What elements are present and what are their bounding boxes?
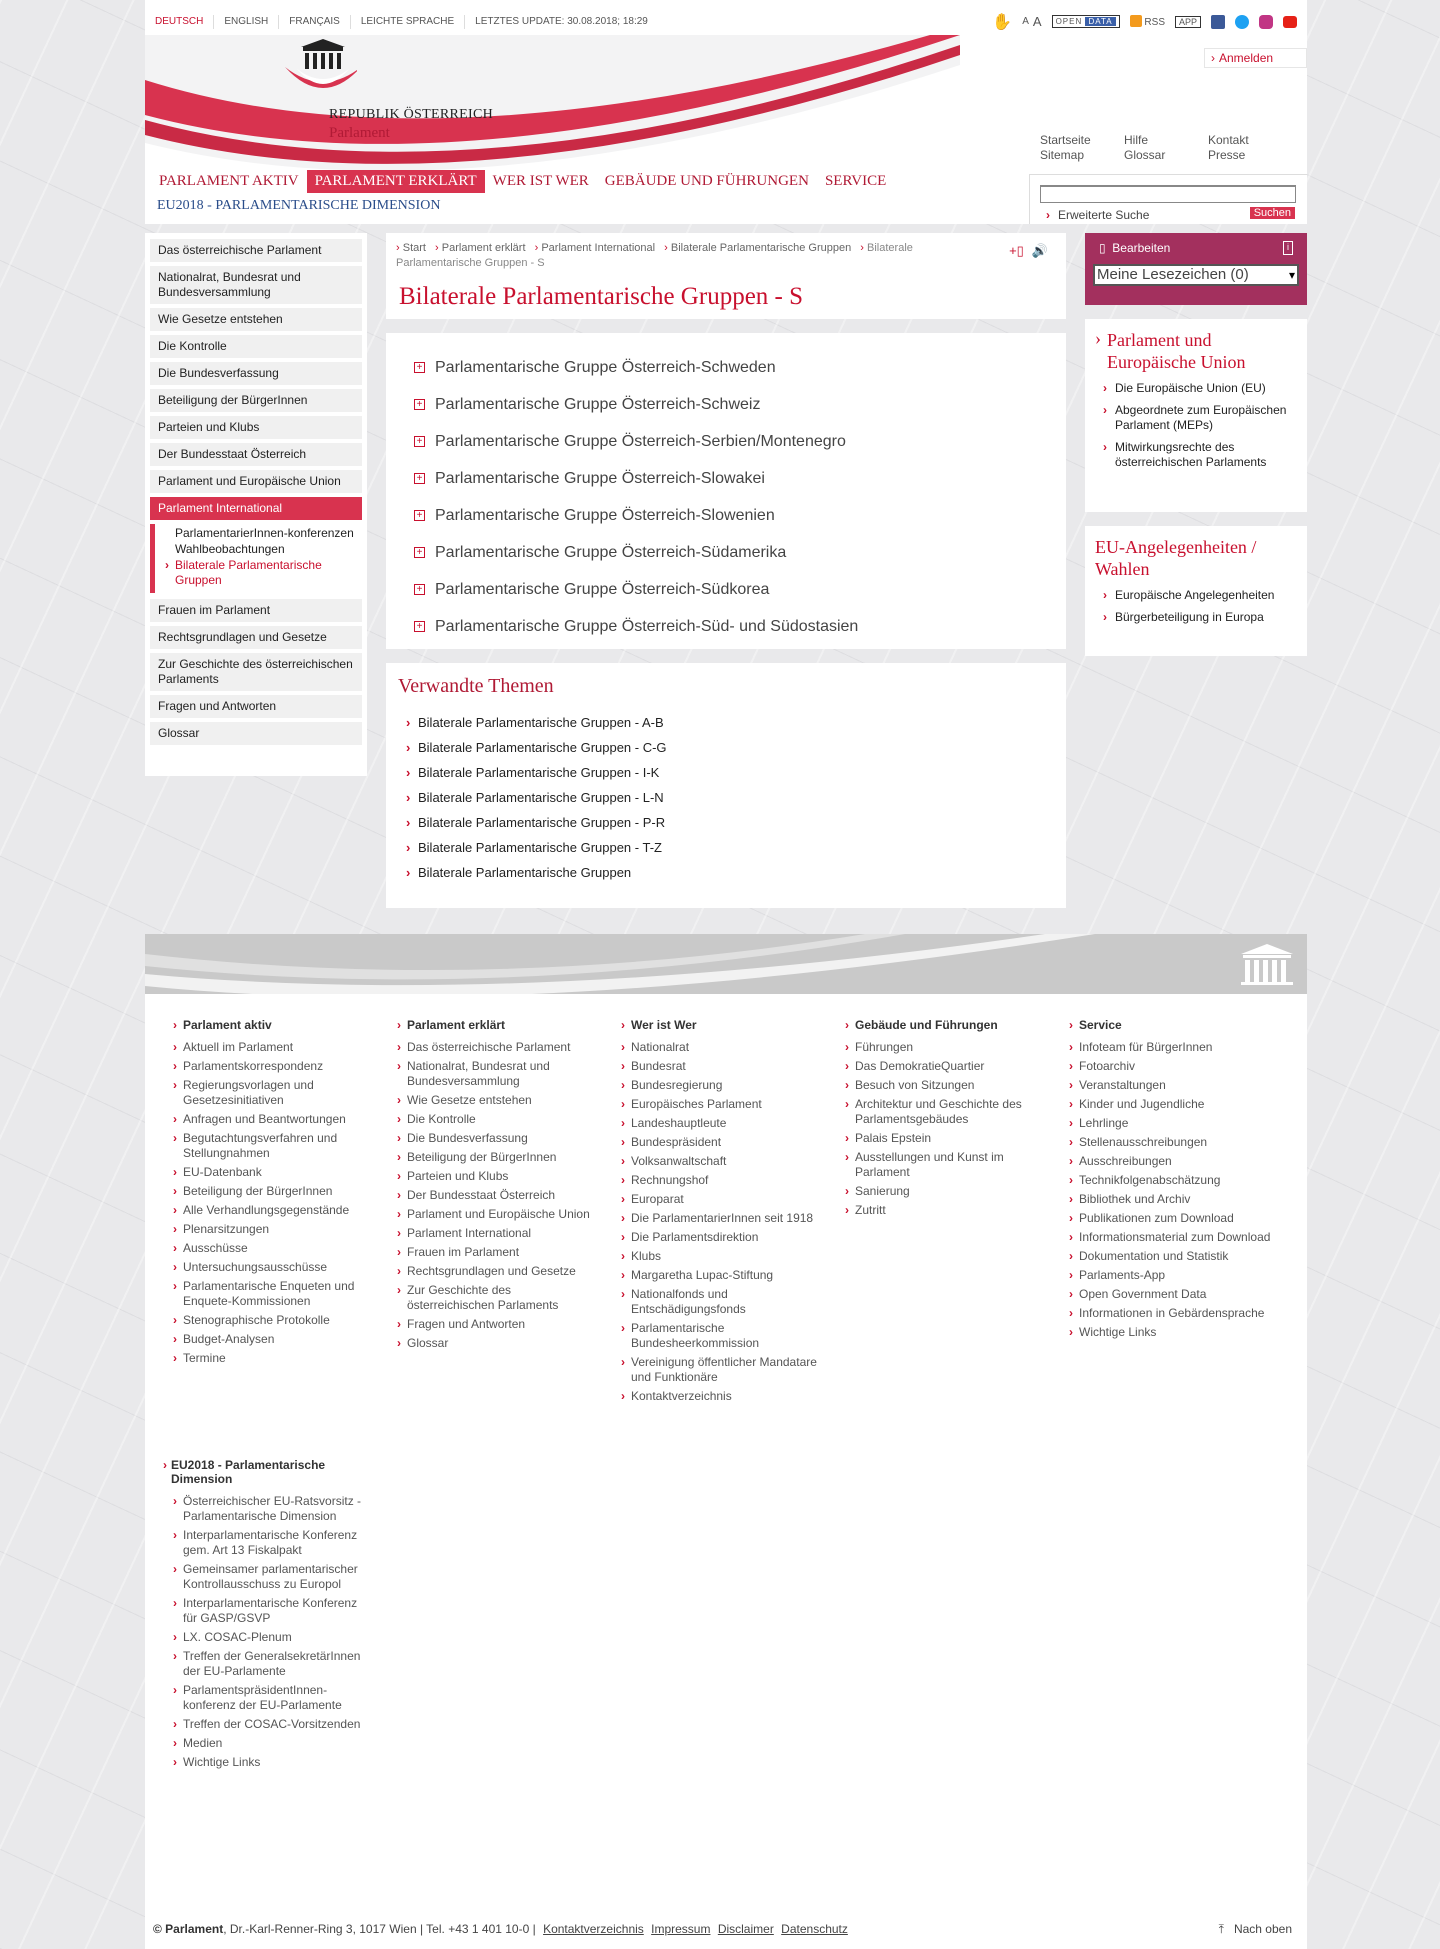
search-box xyxy=(1029,174,1307,224)
nav-gebaeude-fuehrungen[interactable]: GEBÄUDE UND FÜHRUNGEN xyxy=(604,173,809,189)
footer-link[interactable]: › Parlamentarische Enqueten und Enquete-Kommissionen xyxy=(167,1279,377,1309)
footer-column-title[interactable]: › Parlament erklärt xyxy=(391,1018,601,1032)
leftnav-sub-bilaterale-gruppen[interactable]: › Bilaterale Parlamentarische Gruppen xyxy=(175,558,362,588)
footer-column xyxy=(391,1018,615,1408)
group-label: Parlamentarische Gruppe Österreich-Schweden xyxy=(435,358,776,376)
last-update: LETZTES UPDATE: 30.08.2018; 18:29 xyxy=(475,16,648,27)
footer-copyright: © Parlament, Dr.-Karl-Renner-Ring 3, 1017 Wien | Tel. +43 1 401 10-0 | Kontaktverzeichnis Impressum Disclaimer Datenschutz xyxy=(153,1922,848,1936)
footer-link[interactable]: › Bundesregierung xyxy=(615,1078,825,1093)
footer-link[interactable]: › Kinder und Jugendliche xyxy=(1063,1097,1273,1112)
right-box-eu xyxy=(1085,319,1307,512)
footer-link-impressum[interactable]: Impressum xyxy=(651,1922,711,1936)
nav-wer-ist-wer[interactable]: WER IST WER xyxy=(492,173,589,189)
footer-eu2018 xyxy=(167,1458,367,1774)
right-box-eu-wahlen-title[interactable]: EU-Angelegenheiten / Wahlen xyxy=(1095,537,1257,579)
edit-bookmarks-link[interactable]: ▯ Bearbeiten xyxy=(1099,241,1171,255)
related-link[interactable]: › Bilaterale Parlamentarische Gruppen - C-G xyxy=(398,735,1054,760)
header xyxy=(145,35,1307,224)
header-swoosh xyxy=(145,35,960,170)
bookmark-icon: ▯ xyxy=(1099,241,1106,255)
right-box-link[interactable]: › Abgeordnete zum Europäischen Parlament (MEPs) xyxy=(1115,403,1297,433)
group-label: Parlamentarische Gruppe Österreich-Südamerika xyxy=(435,543,787,561)
footer-link[interactable]: › Veranstaltungen xyxy=(1063,1078,1273,1093)
footer-link-datenschutz[interactable]: Datenschutz xyxy=(781,1922,848,1936)
footer-link[interactable]: › Die ParlamentarierInnen seit 1918 xyxy=(615,1211,825,1226)
instagram-icon[interactable] xyxy=(1259,15,1273,29)
expand-plus-icon[interactable]: + xyxy=(414,584,425,595)
leftnav-item[interactable]: Parlament und Europäische Union xyxy=(150,470,362,493)
right-box-link[interactable]: › Die Europäische Union (EU) xyxy=(1115,381,1297,396)
footer-link[interactable]: › Rechtsgrundlagen und Gesetze xyxy=(391,1264,601,1279)
youtube-icon[interactable] xyxy=(1283,16,1297,28)
eu2018-nav[interactable]: EU2018 - PARLAMENTARISCHE DIMENSION xyxy=(157,198,441,213)
group-list xyxy=(386,333,1066,649)
related-link[interactable]: › Bilaterale Parlamentarische Gruppen - I-K xyxy=(398,760,1054,785)
quicklink-glossar[interactable]: Glossar xyxy=(1124,148,1166,162)
footer-link[interactable]: › Bibliothek und Archiv xyxy=(1063,1192,1273,1207)
footer-link[interactable]: › LX. COSAC-Plenum xyxy=(167,1630,367,1645)
footer-link-disclaimer[interactable]: Disclaimer xyxy=(717,1922,774,1936)
footer-link[interactable]: › Nationalfonds und Entschädigungsfonds xyxy=(615,1287,825,1317)
page-title: Bilaterale Parlamentarische Gruppen - S xyxy=(399,283,804,310)
footer-link[interactable]: › Sanierung xyxy=(839,1184,1049,1199)
nav-service[interactable]: SERVICE xyxy=(824,173,887,189)
footer-link[interactable]: › Wie Gesetze entstehen xyxy=(391,1093,601,1108)
footer-link[interactable]: › Das österreichische Parlament xyxy=(391,1040,601,1055)
footer-link[interactable]: › Parlament und Europäische Union xyxy=(391,1207,601,1222)
parliament-logo-icon xyxy=(277,39,357,99)
expand-plus-icon[interactable]: + xyxy=(414,510,425,521)
leftnav-item[interactable]: Die Kontrolle xyxy=(150,335,362,358)
footer-link[interactable]: › Palais Epstein xyxy=(839,1131,1049,1146)
footer-link[interactable]: › Parlaments-App xyxy=(1063,1268,1273,1283)
footer-link[interactable]: › Open Government Data xyxy=(1063,1287,1273,1302)
footer-link[interactable]: › Ausschüsse xyxy=(167,1241,377,1256)
related-topics xyxy=(386,663,1066,908)
footer-link[interactable]: › ParlamentspräsidentInnen-konferenz der EU-Parlamente xyxy=(167,1683,367,1713)
footer-link[interactable]: › Informationen in Gebärdensprache xyxy=(1063,1306,1273,1321)
footer-link[interactable]: › Nationalrat, Bundesrat und Bundesversammlung xyxy=(391,1059,601,1089)
related-link[interactable]: › Bilaterale Parlamentarische Gruppen - A-B xyxy=(398,710,1054,735)
related-link[interactable]: › Bilaterale Parlamentarische Gruppen xyxy=(398,860,1054,885)
footer-link[interactable]: › Medien xyxy=(167,1736,367,1751)
bookmarks-box xyxy=(1085,233,1307,305)
footer-link[interactable]: › Treffen der GeneralsekretärInnen der EU-Parlamente xyxy=(167,1649,367,1679)
group-label: Parlamentarische Gruppe Österreich-Süd- und Südostasien xyxy=(435,617,859,635)
leftnav-item[interactable]: Zur Geschichte des österreichischen Parlaments xyxy=(150,653,362,691)
lang-leichte-sprache[interactable]: LEICHTE SPRACHE xyxy=(351,15,465,29)
footer-column-title[interactable]: › Wer ist Wer xyxy=(615,1018,825,1032)
footer-column xyxy=(167,1018,391,1408)
footer-link[interactable]: › Ausstellungen und Kunst im Parlament xyxy=(839,1150,1049,1180)
footer-link[interactable]: › Parteien und Klubs xyxy=(391,1169,601,1184)
leftnav-item[interactable]: Beteiligung der BürgerInnen xyxy=(150,389,362,412)
leftnav-item[interactable]: Rechtsgrundlagen und Gesetze xyxy=(150,626,362,649)
footer-link[interactable]: › Plenarsitzungen xyxy=(167,1222,377,1237)
group-label: Parlamentarische Gruppe Österreich-Slowakei xyxy=(435,469,765,487)
footer-link[interactable]: › Bundespräsident xyxy=(615,1135,825,1150)
right-box-eu-title[interactable]: › Parlament und Europäische Union xyxy=(1095,329,1297,373)
right-box-link[interactable]: › Mitwirkungsrechte des österreichischen Parlaments xyxy=(1115,440,1297,470)
footer-link[interactable]: › Glossar xyxy=(391,1336,601,1351)
expand-plus-icon[interactable]: + xyxy=(414,621,425,632)
group-item[interactable] xyxy=(414,608,1038,645)
footer-link[interactable]: › Parlamentarische Bundesheerkommission xyxy=(615,1321,825,1351)
related-link[interactable]: › Bilaterale Parlamentarische Gruppen - L-N xyxy=(398,785,1054,810)
breadcrumb-box xyxy=(386,233,1066,319)
right-box-link[interactable]: › Bürgerbeteiligung in Europa xyxy=(1115,610,1297,625)
lang-english[interactable]: ENGLISH xyxy=(214,15,279,29)
footer-link[interactable]: › Treffen der COSAC-Vorsitzenden xyxy=(167,1717,367,1732)
footer-link[interactable]: › Ausschreibungen xyxy=(1063,1154,1273,1169)
nav-parlament-aktiv[interactable]: PARLAMENT AKTIV xyxy=(159,173,299,189)
leftnav-item[interactable]: Das österreichische Parlament xyxy=(150,239,362,262)
footer-link[interactable]: › Parlamentskorrespondenz xyxy=(167,1059,377,1074)
breadcrumb-parlament-international[interactable]: › Parlament International xyxy=(535,242,655,254)
font-small-button[interactable]: A xyxy=(1022,16,1029,27)
footer-link[interactable]: › Informationsmaterial zum Download xyxy=(1063,1230,1273,1245)
rss-icon xyxy=(1130,15,1142,27)
quicklink-hilfe[interactable]: Hilfe xyxy=(1124,133,1149,147)
footer-link[interactable]: › Klubs xyxy=(615,1249,825,1264)
quick-links xyxy=(1040,133,1292,162)
footer-link[interactable]: › Zur Geschichte des österreichischen Parlaments xyxy=(391,1283,601,1313)
footer-link[interactable]: › Gemeinsamer parlamentarischer Kontrollausschuss zu Europol xyxy=(167,1562,367,1592)
footer-link[interactable]: › Termine xyxy=(167,1351,377,1366)
leftnav-item[interactable]: Glossar xyxy=(150,722,362,745)
leftnav-sub-wahlbeobachtungen[interactable]: Wahlbeobachtungen xyxy=(175,542,285,556)
footer-link[interactable]: › Dokumentation und Statistik xyxy=(1063,1249,1273,1264)
login-link[interactable]: › Anmelden xyxy=(1204,48,1307,68)
facebook-icon[interactable] xyxy=(1211,15,1225,29)
footer-link[interactable]: › Interparlamentarische Konferenz gem. Art 13 Fiskalpakt xyxy=(167,1528,367,1558)
footer-link-kontaktverzeichnis[interactable]: Kontaktverzeichnis xyxy=(543,1922,644,1936)
footer-swoosh xyxy=(145,934,1307,994)
footer-column xyxy=(839,1018,1063,1408)
arrow-up-icon: ⤒ xyxy=(1218,1922,1224,1936)
footer-columns xyxy=(167,1018,1287,1408)
nav-parlament-erklaert[interactable]: PARLAMENT ERKLÄRT xyxy=(307,170,485,193)
leftnav-item[interactable]: Fragen und Antworten xyxy=(150,695,362,718)
search-input[interactable] xyxy=(1040,185,1296,203)
breadcrumb-start[interactable]: › Start xyxy=(396,242,426,254)
footer-link[interactable]: › Fragen und Antworten xyxy=(391,1317,601,1332)
footer-link[interactable]: › Architektur und Geschichte des Parlamentsgebäudes xyxy=(839,1097,1049,1127)
footer-link[interactable]: › Der Bundesstaat Österreich xyxy=(391,1188,601,1203)
footer-link[interactable]: › Landeshauptleute xyxy=(615,1116,825,1131)
brand-parlament: Parlament xyxy=(329,125,390,141)
quicklink-kontakt[interactable]: Kontakt xyxy=(1208,133,1249,147)
footer-column xyxy=(615,1018,839,1408)
footer-link[interactable]: › Lehrlinge xyxy=(1063,1116,1273,1131)
expand-plus-icon[interactable]: + xyxy=(414,436,425,447)
related-link[interactable]: › Bilaterale Parlamentarische Gruppen - P-R xyxy=(398,810,1054,835)
expand-plus-icon[interactable]: + xyxy=(414,473,425,484)
group-item[interactable] xyxy=(414,534,1038,571)
expand-plus-icon[interactable]: + xyxy=(414,362,425,373)
related-title: Verwandte Themen xyxy=(398,675,554,697)
leftnav-item-active[interactable]: Parlament International xyxy=(150,497,362,520)
rss-link[interactable]: RSS xyxy=(1130,15,1165,28)
footer-link[interactable]: › Alle Verhandlungsgegenstände xyxy=(167,1203,377,1218)
footer-parliament-icon xyxy=(1239,942,1295,986)
footer-link[interactable]: › Zutritt xyxy=(839,1203,1049,1218)
related-link[interactable]: › Bilaterale Parlamentarische Gruppen - T-Z xyxy=(398,835,1054,860)
group-label: Parlamentarische Gruppe Österreich-Südkorea xyxy=(435,580,770,598)
footer-link[interactable]: › Technikfolgenabschätzung xyxy=(1063,1173,1273,1188)
footer-link[interactable]: › Beteiligung der BürgerInnen xyxy=(167,1184,377,1199)
footer-column-title[interactable]: › Service xyxy=(1063,1018,1273,1032)
footer-link[interactable]: › Die Parlamentsdirektion xyxy=(615,1230,825,1245)
footer-link[interactable]: › Parlament International xyxy=(391,1226,601,1241)
leftnav-subitems xyxy=(150,524,362,593)
footer-link[interactable]: › Frauen im Parlament xyxy=(391,1245,601,1260)
footer-column xyxy=(1063,1018,1287,1408)
leftnav-item[interactable]: Die Bundesverfassung xyxy=(150,362,362,385)
group-item[interactable] xyxy=(414,571,1038,608)
footer-link[interactable]: › EU-Datenbank xyxy=(167,1165,377,1180)
bookmarks-select[interactable]: Meine Lesezeichen (0) ▾ xyxy=(1093,264,1299,286)
footer-link[interactable]: › Österreichischer EU-Ratsvorsitz - Parlamentarische Dimension xyxy=(167,1494,367,1524)
left-nav xyxy=(145,233,367,776)
footer-link[interactable]: › Rechnungshof xyxy=(615,1173,825,1188)
footer-link[interactable]: › Das DemokratieQuartier xyxy=(839,1059,1049,1074)
font-large-button[interactable]: A xyxy=(1032,14,1042,29)
group-label: Parlamentarische Gruppe Österreich-Schweiz xyxy=(435,395,761,413)
leftnav-item[interactable]: Der Bundesstaat Österreich xyxy=(150,443,362,466)
lang-francais[interactable]: FRANÇAIS xyxy=(279,15,351,29)
quicklink-startseite[interactable]: Startseite xyxy=(1040,133,1091,147)
footer-link[interactable]: › Untersuchungsausschüsse xyxy=(167,1260,377,1275)
footer-link[interactable]: › Stellenausschreibungen xyxy=(1063,1135,1273,1150)
breadcrumb-bilaterale-gruppen[interactable]: › Bilaterale Parlamentarische Gruppen xyxy=(664,242,851,254)
footer-link[interactable]: › Wichtige Links xyxy=(1063,1325,1273,1340)
twitter-icon[interactable] xyxy=(1235,15,1249,29)
footer-link[interactable]: › Europarat xyxy=(615,1192,825,1207)
leftnav-item[interactable]: Wie Gesetze entstehen xyxy=(150,308,362,331)
footer-link[interactable]: › Die Kontrolle xyxy=(391,1112,601,1127)
group-label: Parlamentarische Gruppe Österreich-Serbien/Montenegro xyxy=(435,432,846,450)
advanced-search-link[interactable]: › Erweiterte Suche xyxy=(1044,208,1149,222)
group-item[interactable] xyxy=(414,460,1038,497)
footer-link[interactable]: › Anfragen und Beantwortungen xyxy=(167,1112,377,1127)
footer-link[interactable]: › Budget-Analysen xyxy=(167,1332,377,1347)
group-label: Parlamentarische Gruppe Österreich-Slowenien xyxy=(435,506,775,524)
quicklink-presse[interactable]: Presse xyxy=(1208,148,1246,162)
group-item[interactable] xyxy=(414,349,1038,386)
search-button[interactable]: Suchen xyxy=(1250,207,1295,219)
footer-link[interactable]: › Infoteam für BürgerInnen xyxy=(1063,1040,1273,1055)
sign-language-icon[interactable]: ✋ xyxy=(992,13,1013,31)
footer-link[interactable]: › Kontaktverzeichnis xyxy=(615,1389,825,1404)
breadcrumb-current: › Bilaterale Parlamentarische Gruppen - S xyxy=(396,242,913,269)
footer-column-title[interactable]: › Parlament aktiv xyxy=(167,1018,377,1032)
footer-link[interactable]: › Aktuell im Parlament xyxy=(167,1040,377,1055)
expand-plus-icon[interactable]: + xyxy=(414,547,425,558)
group-item[interactable] xyxy=(414,423,1038,460)
leftnav-item[interactable]: Frauen im Parlament xyxy=(150,599,362,622)
footer-link[interactable]: › Volksanwaltschaft xyxy=(615,1154,825,1169)
back-to-top-link[interactable]: ⤒ Nach oben xyxy=(1218,1922,1292,1936)
right-box-link[interactable]: › Europäische Angelegenheiten xyxy=(1115,588,1297,603)
footer xyxy=(145,934,1307,1949)
footer-link[interactable]: › Bundesrat xyxy=(615,1059,825,1074)
footer-link[interactable]: › Regierungsvorlagen und Gesetzesinitiativen xyxy=(167,1078,377,1108)
group-item[interactable] xyxy=(414,497,1038,534)
read-aloud-icon[interactable]: 🔊 xyxy=(1031,243,1048,258)
footer-link[interactable]: › Publikationen zum Download xyxy=(1063,1211,1273,1226)
footer-link[interactable]: › Vereinigung öffentlicher Mandatare und Funktionäre xyxy=(615,1355,825,1385)
app-button[interactable]: APP xyxy=(1175,16,1201,28)
leftnav-item[interactable]: Nationalrat, Bundesrat und Bundesversammlung xyxy=(150,266,362,304)
main-nav xyxy=(151,170,894,193)
add-bookmark-icon[interactable]: +▯ xyxy=(1009,243,1024,258)
footer-link[interactable]: › Fotoarchiv xyxy=(1063,1059,1273,1074)
footer-link[interactable]: › Stenographische Protokolle xyxy=(167,1313,377,1328)
quicklink-sitemap[interactable]: Sitemap xyxy=(1040,148,1085,162)
open-data-button[interactable]: OPEN DATA xyxy=(1052,15,1120,28)
info-icon[interactable]: i xyxy=(1283,241,1293,255)
group-item[interactable] xyxy=(414,386,1038,423)
footer-link[interactable]: › Begutachtungsverfahren und Stellungnahmen xyxy=(167,1131,377,1161)
footer-column-title[interactable]: › Gebäude und Führungen xyxy=(839,1018,1049,1032)
footer-link[interactable]: › Führungen xyxy=(839,1040,1049,1055)
footer-band xyxy=(145,934,1307,994)
footer-link[interactable]: › Wichtige Links xyxy=(167,1755,367,1770)
footer-link[interactable]: › Besuch von Sitzungen xyxy=(839,1078,1049,1093)
footer-eu2018-title[interactable]: › EU2018 - Parlamentarische Dimension xyxy=(167,1458,367,1486)
footer-link[interactable]: › Die Bundesverfassung xyxy=(391,1131,601,1146)
expand-plus-icon[interactable]: + xyxy=(414,399,425,410)
footer-link[interactable]: › Interparlamentarische Konferenz für GASP/GSVP xyxy=(167,1596,367,1626)
leftnav-sub-konferenzen[interactable]: ParlamentarierInnen-konferenzen xyxy=(175,526,354,540)
breadcrumb xyxy=(396,241,956,271)
leftnav-item[interactable]: Parteien und Klubs xyxy=(150,416,362,439)
right-box-eu-wahlen xyxy=(1085,526,1307,656)
footer-link[interactable]: › Margaretha Lupac-Stiftung xyxy=(615,1268,825,1283)
breadcrumb-parlament-erklaert[interactable]: › Parlament erklärt xyxy=(435,242,526,254)
brand-republik: REPUBLIK ÖSTERREICH xyxy=(329,107,493,122)
footer-link[interactable]: › Beteiligung der BürgerInnen xyxy=(391,1150,601,1165)
footer-link[interactable]: › Europäisches Parlament xyxy=(615,1097,825,1112)
lang-deutsch[interactable]: DEUTSCH xyxy=(145,15,214,29)
footer-link[interactable]: › Nationalrat xyxy=(615,1040,825,1055)
